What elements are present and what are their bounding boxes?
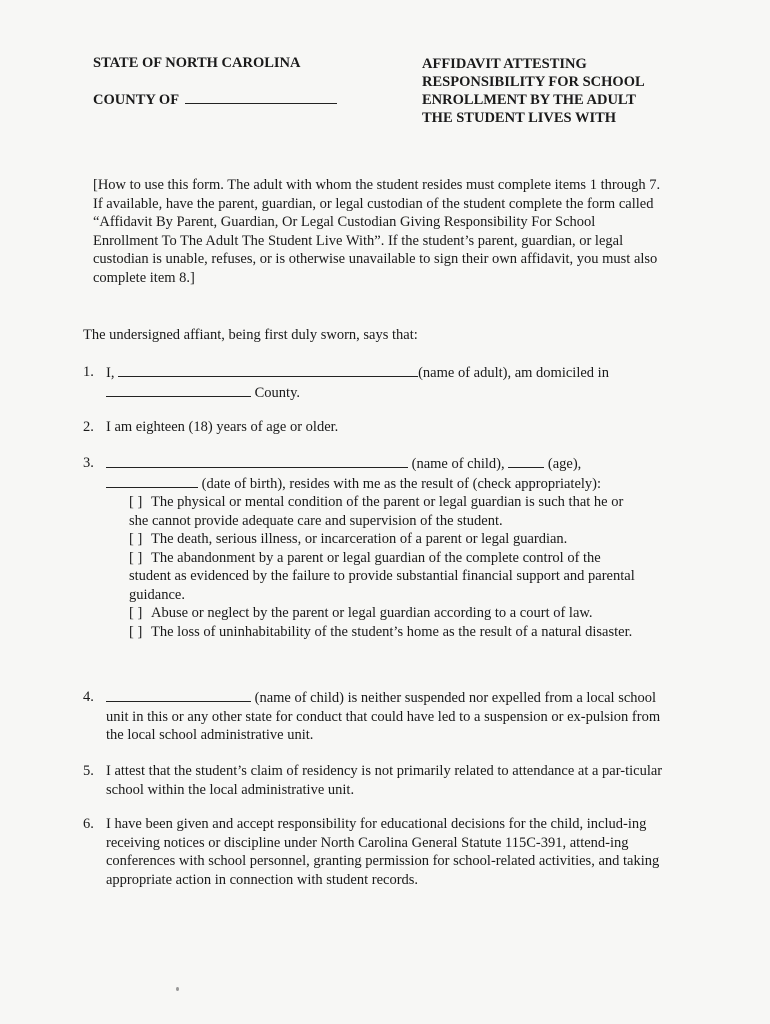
item-5 <box>83 762 663 799</box>
item-number: 3. <box>83 455 94 471</box>
checkbox[interactable]: [ ] <box>129 549 143 566</box>
item-2-text: I am eighteen (18) years of age or older. <box>106 419 339 435</box>
reason-text: The abandonment by a parent or legal guardian of the complete control of the student as evidenced by the failure to provide substantial financial support and parental guidance. <box>129 549 635 603</box>
county-label: COUNTY OF <box>93 92 180 108</box>
child-name-blank[interactable] <box>106 454 408 468</box>
reason-checkbox-item[interactable] <box>129 623 645 642</box>
reason-text: The physical or mental condition of the parent or legal guardian is such that he or she cannot provide adequate care and supervision of the student. <box>129 494 624 529</box>
checkbox[interactable]: [ ] <box>129 605 143 621</box>
item-2 <box>83 418 643 437</box>
item-3-child-label: (name of child), <box>411 456 505 472</box>
item-6-text: I have been given and accept responsibility for educational decisions for the child, includ-ing receiving notices or discipline under North Carolina General Statute 115C-391, attend-ing conferences with school personnel, granting permission for school-related activities, and taking appropriate action in connection with student records. <box>106 816 660 888</box>
county-blank[interactable] <box>185 90 337 104</box>
child-name-blank[interactable] <box>106 688 251 702</box>
reason-checkbox-item[interactable] <box>129 530 645 549</box>
form-title-line: AFFIDAVIT ATTESTING <box>422 56 587 72</box>
reason-text: Abuse or neglect by the parent or legal guardian according to a court of law. <box>151 605 593 621</box>
item-4-text: (name of child) is neither suspended nor expelled from a local school unit in this or any other state for conduct that could have led to a suspension or ex-pulsion from the local school administrative unit. <box>106 690 661 743</box>
checkbox[interactable]: [ ] <box>129 494 143 510</box>
form-title-line: RESPONSIBILITY FOR SCHOOL <box>422 74 645 90</box>
form-title-line: THE STUDENT LIVES WITH <box>422 110 617 126</box>
reason-text: The loss of uninhabitability of the student’s home as the result of a natural disaster. <box>151 623 633 640</box>
checkbox[interactable]: [ ] <box>129 623 143 640</box>
item-4 <box>83 688 663 745</box>
item-6 <box>83 815 663 889</box>
item-1-county: County. <box>254 384 301 401</box>
reason-text: The death, serious illness, or incarceration of a parent or legal guardian. <box>151 531 568 547</box>
instructions-paragraph: [How to use this form. The adult with whom the student resides must complete items 1 through 7. If available, have the parent, guardian, or legal custodian of the student complete the form called “Affidavit By Parent, Guardian, Or Legal Custodian Giving Responsibility For School Enrollment To The Adult The Student Live With”. If the student’s parent, guardian, or legal custodian is unable, refuses, or is otherwise unavailable to sign their own affidavit, you must also complete item 8.] <box>93 177 661 286</box>
reason-checkbox-item[interactable] <box>129 604 645 623</box>
item-1-text: (name of adult), am domiciled in <box>418 365 609 381</box>
age-blank[interactable] <box>508 454 544 468</box>
county-name-blank[interactable] <box>106 383 251 397</box>
item-number: 5. <box>83 763 94 779</box>
scan-speck <box>176 987 179 991</box>
state-heading: STATE OF NORTH CAROLINA <box>93 55 301 71</box>
item-number: 2. <box>83 419 94 435</box>
item-number: 4. <box>83 689 94 705</box>
item-number: 6. <box>83 816 94 832</box>
adult-name-blank[interactable] <box>118 363 418 377</box>
item-3-dob-label: (date of birth), resides with me as the result of (check appropriately): <box>201 475 602 492</box>
item-number: 1. <box>83 364 94 380</box>
reason-checkbox-item[interactable] <box>129 549 645 605</box>
checkbox[interactable]: [ ] <box>129 531 143 547</box>
item-5-text: I attest that the student’s claim of residency is not primarily related to attendance at a par-ticular school within the local administrative unit. <box>106 763 663 798</box>
form-title <box>422 55 682 127</box>
item-1-prefix: I, <box>106 365 115 381</box>
item-3 <box>83 454 645 641</box>
intro-statement: The undersigned affiant, being first duly sworn, says that: <box>83 327 418 343</box>
item-3-age-label: (age), <box>547 456 582 472</box>
date-of-birth-blank[interactable] <box>106 474 198 488</box>
reason-checkbox-item[interactable] <box>129 493 645 530</box>
header-left <box>93 55 337 109</box>
item-1 <box>83 363 643 402</box>
form-title-line: ENROLLMENT BY THE ADULT <box>422 92 636 108</box>
